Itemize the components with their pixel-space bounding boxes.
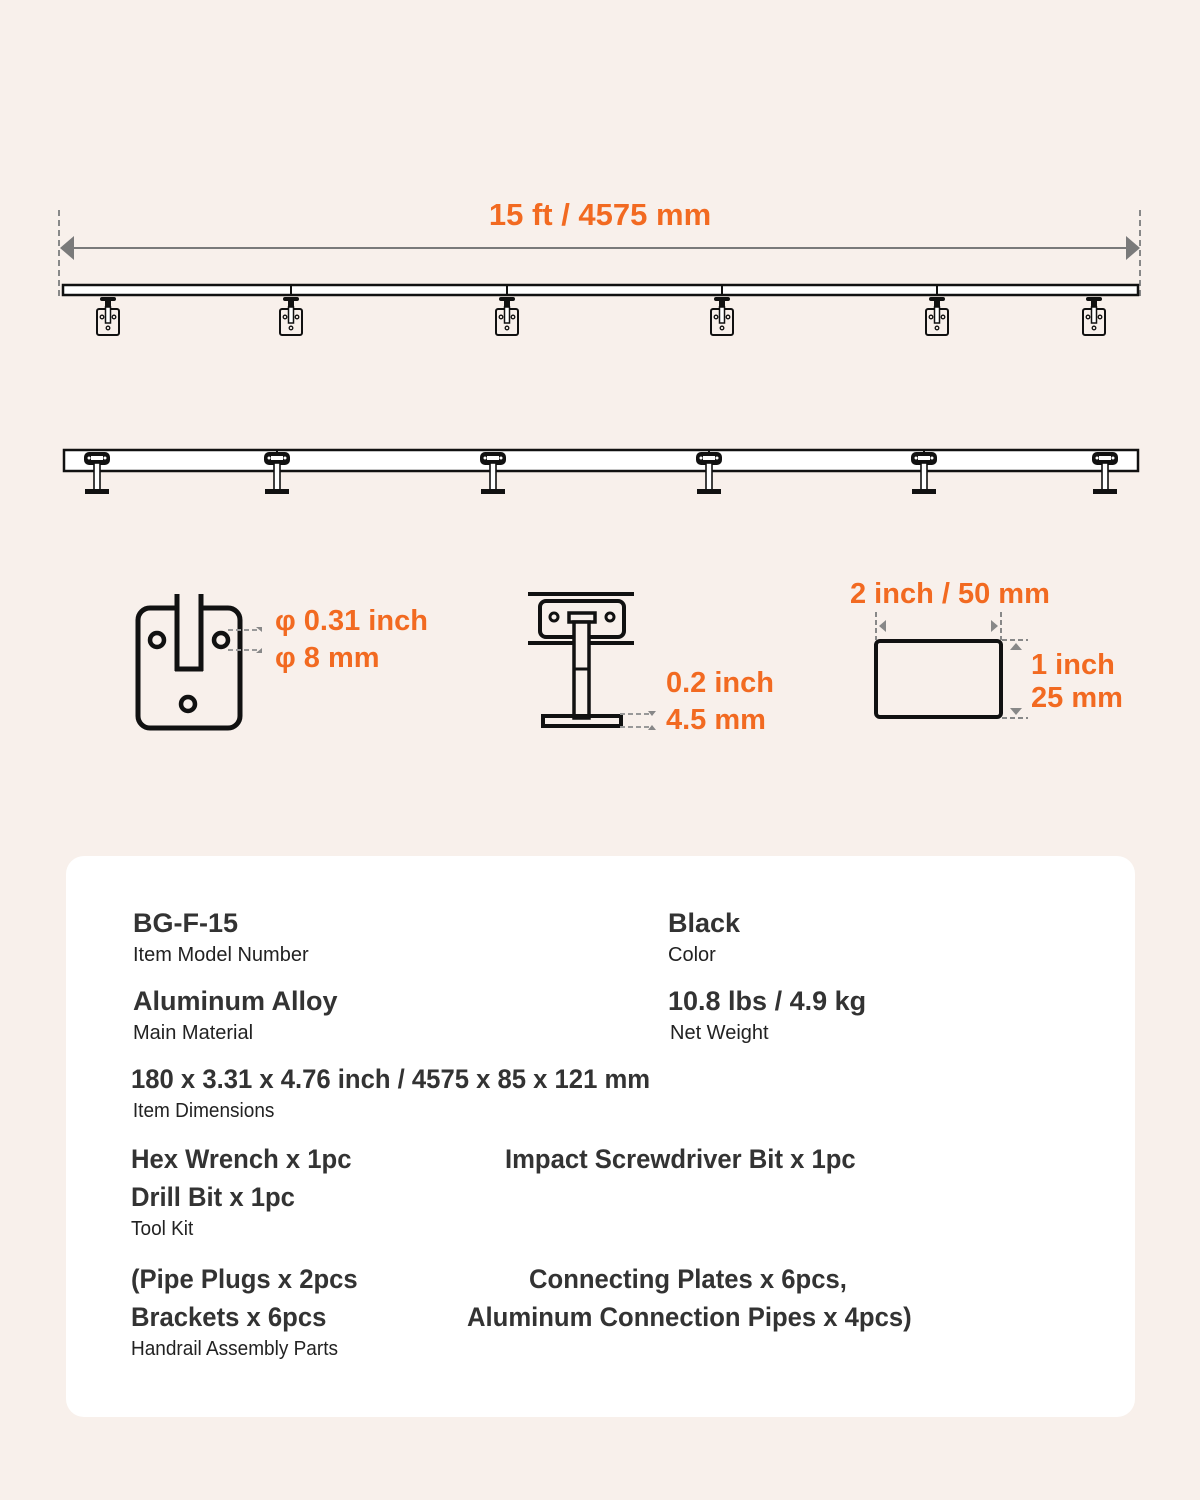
assembly-part-item: Connecting Plates x 6pcs, <box>529 1264 847 1294</box>
tool-kit-item: Hex Wrench x 1pc <box>131 1144 352 1174</box>
spec-tool-kit <box>131 1140 352 1242</box>
assembly-part-item: Aluminum Connection Pipes x 4pcs) <box>467 1302 912 1332</box>
bracket-side-detail <box>528 594 656 730</box>
rail-height-inch: 1 inch <box>1031 649 1115 681</box>
spec-material <box>133 982 338 1046</box>
spec-dimensions <box>131 1060 650 1124</box>
rail-cross-section <box>876 612 1028 718</box>
tool-kit-item: Drill Bit x 1pc <box>131 1182 295 1212</box>
spec-weight <box>668 982 866 1046</box>
spec-model-value: BG-F-15 <box>133 908 239 938</box>
hole-diameter-inch: φ 0.31 inch <box>275 605 428 637</box>
rail-top-view <box>63 285 1138 335</box>
assembly-part-item: (Pipe Plugs x 2pcs <box>131 1264 358 1294</box>
spec-dimensions-label: Item Dimensions <box>132 1100 275 1122</box>
spec-assembly-parts-label: Handrail Assembly Parts <box>131 1338 338 1360</box>
spec-material-value: Aluminum Alloy <box>133 986 338 1016</box>
rail-height-mm: 25 mm <box>1031 682 1123 714</box>
rail-width-label: 2 inch / 50 mm <box>850 578 1050 610</box>
spec-model-label: Item Model Number <box>133 944 309 966</box>
spec-tool-kit-label: Tool Kit <box>131 1218 194 1240</box>
spec-model <box>133 904 309 968</box>
rail-side-view <box>64 450 1138 494</box>
spec-assembly-parts <box>131 1260 358 1362</box>
spec-dimensions-value: 180 x 3.31 x 4.76 inch / 4575 x 85 x 121 mm <box>131 1064 651 1094</box>
plate-thickness-mm: 4.5 mm <box>666 704 766 736</box>
hole-diameter-mm: φ 8 mm <box>275 642 380 674</box>
spec-color <box>668 904 740 968</box>
overall-length-label: 15 ft / 4575 mm <box>488 197 712 232</box>
spec-color-label: Color <box>668 944 716 966</box>
spec-weight-value: 10.8 lbs / 4.9 kg <box>668 986 867 1016</box>
tool-kit-item: Impact Screwdriver Bit x 1pc <box>505 1144 856 1174</box>
plate-thickness-inch: 0.2 inch <box>666 667 774 699</box>
assembly-part-item: Brackets x 6pcs <box>131 1302 327 1332</box>
spec-color-value: Black <box>668 908 741 938</box>
spec-material-label: Main Material <box>133 1022 254 1044</box>
mounting-plate-detail <box>138 594 262 728</box>
spec-weight-label: Net Weight <box>670 1022 769 1044</box>
